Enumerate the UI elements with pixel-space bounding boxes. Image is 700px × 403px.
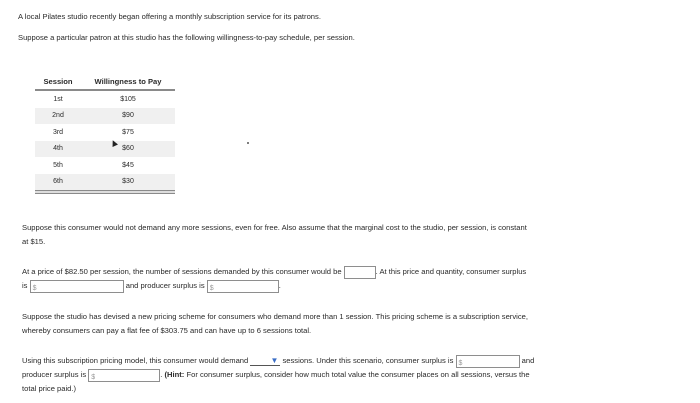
- sessions-dropdown[interactable]: [250, 356, 280, 366]
- dollar-sign: $: [32, 284, 37, 292]
- session-cell: 3rd: [52, 128, 64, 136]
- table-row: [35, 157, 175, 174]
- dollar-sign: $: [458, 359, 463, 367]
- q1-text-b: . At this price and quantity, consumer surplus: [375, 267, 527, 276]
- hint-text-end: total price paid.): [22, 384, 77, 393]
- consumer-surplus-input-2[interactable]: [456, 355, 520, 368]
- table-row: [35, 141, 175, 158]
- wtp-cell: $60: [81, 141, 175, 158]
- question-2: Using this subscription pricing model, this consumer would demand ▼ sessions. Under this scenario, consumer surplus is $ and producer surplus is $ . (Hint: For consumer surplus, consider how much total value the consumer places on all sessions, versus the total price paid.): [22, 354, 534, 396]
- chevron-down-icon: ▼: [270, 356, 279, 365]
- wtp-table: [35, 74, 175, 194]
- table-row: [35, 124, 175, 141]
- hint-label: (Hint:: [164, 370, 185, 379]
- intro-line-2: Suppose a particular patron at this studio has the following willingness-to-pay schedule, per session.: [18, 33, 355, 42]
- producer-surplus-input-2[interactable]: [88, 369, 160, 382]
- session-cell: 1st: [53, 95, 63, 103]
- session-cell: 2nd: [35, 108, 81, 125]
- q2-text-b: sessions. Under this scenario, consumer surplus is: [282, 356, 454, 365]
- assumption-line-2: at $15.: [22, 237, 46, 246]
- question-1: At a price of $82.50 per session, the number of sessions demanded by this consumer would be . At this price and quantity, consumer surplus is $ and producer surplus is $ .: [22, 267, 527, 292]
- assumption-line-1: Suppose this consumer would not demand any more sessions, even for free. Also assume that the marginal cost to the studio, per session, is constant: [22, 223, 527, 232]
- session-cell: 6th: [35, 174, 81, 191]
- dollar-sign: $: [91, 373, 96, 381]
- wtp-cell: $45: [122, 161, 134, 169]
- hint-text: For consumer surplus, consider how much total value the consumer places on all sessions, versus the: [186, 370, 530, 379]
- q1-text-producer: and producer surplus is: [125, 281, 205, 290]
- table-row: [35, 174, 175, 191]
- col-header-session: Session: [35, 74, 81, 90]
- sessions-demanded-input[interactable]: [344, 266, 376, 279]
- table-bottom-rule: [35, 191, 175, 194]
- wtp-cell: $105: [120, 95, 136, 103]
- q1-text-a: At a price of $82.50 per session, the number of sessions demanded by this consumer would be: [22, 267, 342, 276]
- q2-text-producer: producer surplus is: [22, 370, 87, 379]
- subscription-line-2: whereby consumers can pay a flat fee of $303.75 and can have up to 6 sessions total.: [22, 326, 312, 335]
- wtp-cell: $90: [81, 108, 175, 125]
- col-header-wtp: Willingness to Pay: [81, 74, 175, 90]
- session-cell: 4th: [35, 141, 81, 158]
- wtp-cell: $30: [81, 174, 175, 191]
- dollar-sign: $: [209, 284, 214, 292]
- q2-text-a: Using this subscription pricing model, this consumer would demand: [22, 356, 249, 365]
- producer-surplus-input-1[interactable]: [207, 280, 279, 293]
- assumption-paragraph: [22, 221, 527, 249]
- intro-line-1: A local Pilates studio recently began offering a monthly subscription service for its patrons.: [18, 12, 321, 21]
- table-row: [35, 90, 175, 108]
- consumer-surplus-input-1[interactable]: [30, 280, 124, 293]
- stray-dot: [247, 142, 249, 144]
- subscription-line-1: Suppose the studio has devised a new pricing scheme for consumers who demand more than 1 session. This pricing scheme is a subscription service,: [22, 312, 528, 321]
- session-cell: 5th: [53, 161, 63, 169]
- subscription-paragraph: [22, 310, 528, 338]
- table-row: [35, 108, 175, 125]
- wtp-cell: $75: [122, 128, 134, 136]
- q2-text-and: and: [521, 356, 535, 365]
- q1-text-is: is: [22, 281, 28, 290]
